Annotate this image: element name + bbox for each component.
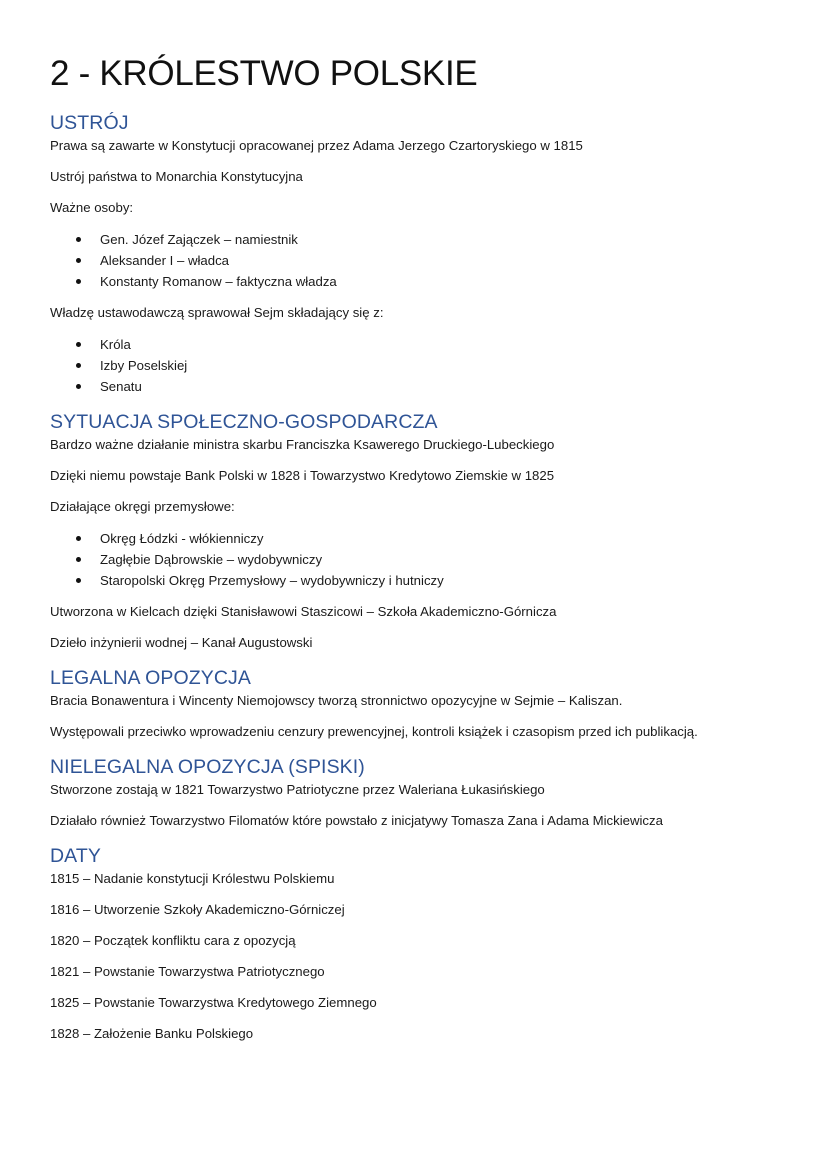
paragraph: Bracia Bonawentura i Wincenty Niemojowscy tworzą stronnictwo opozycyjne w Sejmie – Kaliszan. xyxy=(50,693,623,708)
paragraph: Ustrój państwa to Monarchia Konstytucyjna xyxy=(50,169,303,184)
bullet-list-industrial-districts xyxy=(50,528,790,591)
section-ustroj xyxy=(50,110,790,397)
date-entry: 1828 – Założenie Banku Polskiego xyxy=(50,1026,254,1041)
paragraph: Prawa są zawarte w Konstytucji opracowanej przez Adama Jerzego Czartoryskiego w 1815 xyxy=(50,138,583,153)
section-socio-economic xyxy=(50,409,790,653)
paragraph: Dzieło inżynierii wodnej – Kanał Augustowski xyxy=(50,635,313,650)
date-entry: 1815 – Nadanie konstytucji Królestwu Polskiemu xyxy=(50,871,335,886)
document-page xyxy=(50,52,790,1055)
list-item: Izby Poselskiej xyxy=(50,355,790,376)
section-heading: SYTUACJA SPOŁECZNO-GOSPODARCZA xyxy=(50,411,438,433)
document-title: 2 - KRÓLESTWO POLSKIE xyxy=(50,54,478,93)
paragraph: Bardzo ważne działanie ministra skarbu Franciszka Ksawerego Druckiego-Lubeckiego xyxy=(50,437,555,452)
paragraph: Działające okręgi przemysłowe: xyxy=(50,499,235,514)
list-item: Zagłębie Dąbrowskie – wydobywniczy xyxy=(50,549,790,570)
section-illegal-opposition xyxy=(50,754,790,831)
list-item: Senatu xyxy=(50,376,790,397)
paragraph: Dzięki niemu powstaje Bank Polski w 1828 i Towarzystwo Kredytowo Ziemskie w 1825 xyxy=(50,468,555,483)
list-item: Staropolski Okręg Przemysłowy – wydobywniczy i hutniczy xyxy=(50,570,790,591)
bullet-list-important-people xyxy=(50,229,790,292)
list-item: Okręg Łódzki - włókienniczy xyxy=(50,528,790,549)
date-entry: 1821 – Powstanie Towarzystwa Patriotycznego xyxy=(50,964,325,979)
list-item: Aleksander I – władca xyxy=(50,250,790,271)
section-heading: DATY xyxy=(50,845,101,867)
section-heading: LEGALNA OPOZYCJA xyxy=(50,667,251,689)
section-heading: USTRÓJ xyxy=(50,112,129,134)
paragraph: Władzę ustawodawczą sprawował Sejm składający się z: xyxy=(50,305,384,320)
paragraph: Ważne osoby: xyxy=(50,200,134,215)
section-dates xyxy=(50,843,790,1044)
date-entry: 1816 – Utworzenie Szkoły Akademiczno-Górniczej xyxy=(50,902,345,917)
list-item: Konstanty Romanow – faktyczna władza xyxy=(50,271,790,292)
paragraph: Utworzona w Kielcach dzięki Stanisławowi Staszicowi – Szkoła Akademiczno-Górnicza xyxy=(50,604,557,619)
bullet-list-sejm xyxy=(50,334,790,397)
section-heading: NIELEGALNA OPOZYCJA (SPISKI) xyxy=(50,756,365,778)
paragraph: Występowali przeciwko wprowadzeniu cenzury prewencyjnej, kontroli książek i czasopism przed ich publikacją. xyxy=(50,724,698,739)
date-entry: 1820 – Początek konfliktu cara z opozycją xyxy=(50,933,296,948)
paragraph: Stworzone zostają w 1821 Towarzystwo Patriotyczne przez Waleriana Łukasińskiego xyxy=(50,782,545,797)
paragraph: Działało również Towarzystwo Filomatów które powstało z inicjatywy Tomasza Zana i Adama Mickiewicza xyxy=(50,813,663,828)
list-item: Gen. Józef Zajączek – namiestnik xyxy=(50,229,790,250)
list-item: Króla xyxy=(50,334,790,355)
section-legal-opposition xyxy=(50,665,790,742)
date-entry: 1825 – Powstanie Towarzystwa Kredytowego Ziemnego xyxy=(50,995,377,1010)
